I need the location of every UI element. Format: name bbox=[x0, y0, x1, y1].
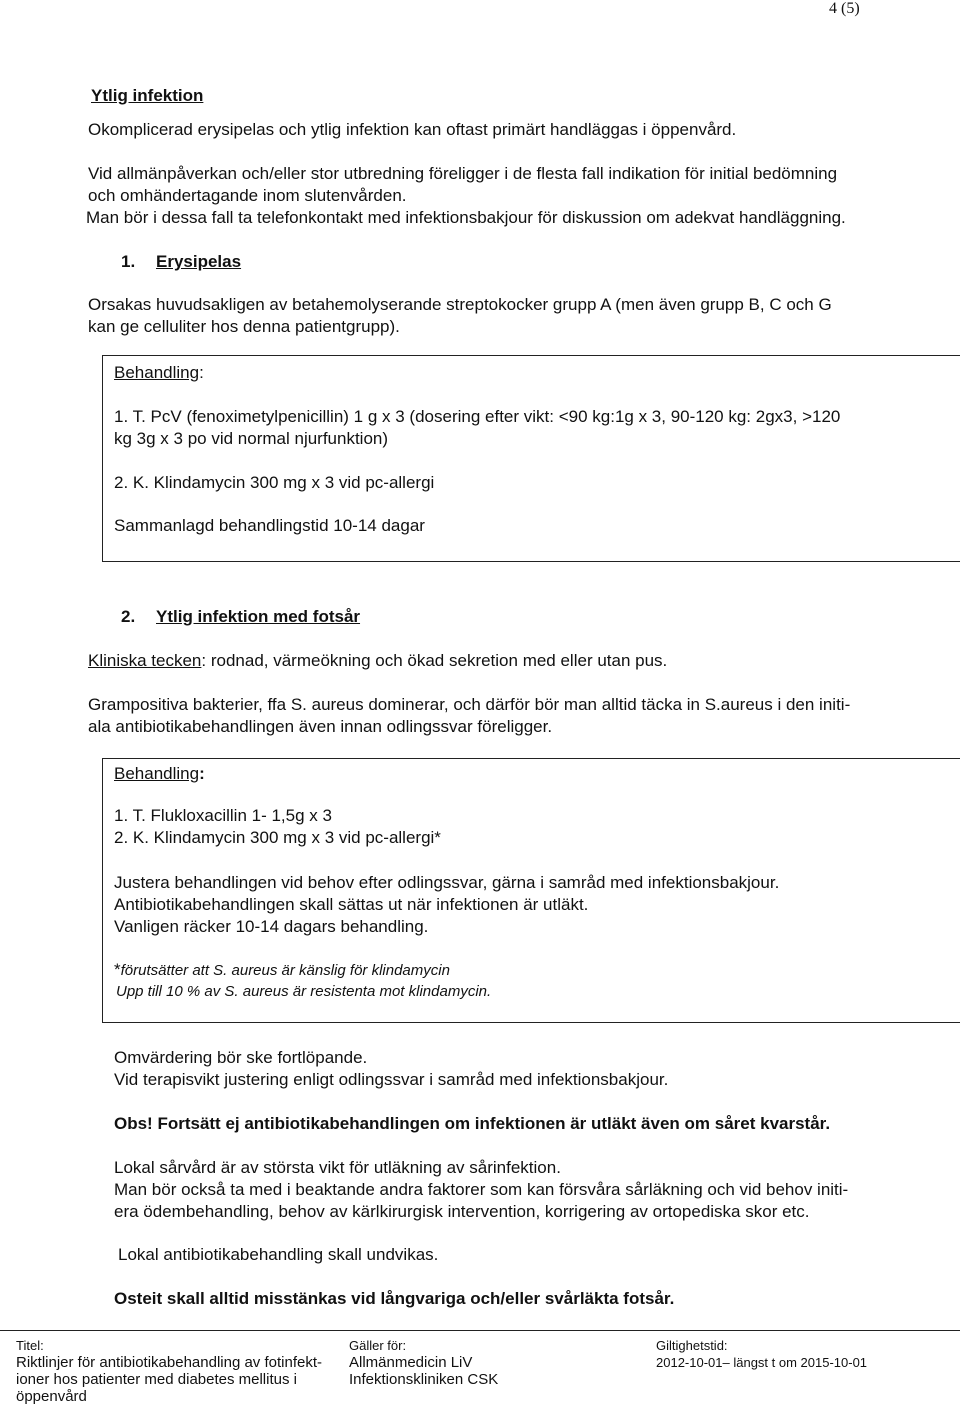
footer-validity-block bbox=[656, 1337, 867, 1371]
erysipelas-duration: Sammanlagd behandlingstid 10-14 dagar bbox=[114, 516, 425, 535]
footer-validity-value: 2012-10-01– längst t om 2015-10-01 bbox=[656, 1355, 868, 1370]
erysipelas-item-1-line-2: kg 3g x 3 po vid normal njurfunktion) bbox=[114, 429, 389, 448]
erysipelas-item-1-line-1: 1. T. PcV (fenoximetylpenicillin) 1 g x 3 (dosering efter vikt: <90 kg:1g x 3, 90-120 kg: 2gx3, >120 bbox=[114, 407, 841, 426]
clinical-signs bbox=[88, 651, 667, 671]
intro-paragraph-1: Okomplicerad erysipelas och ytlig infektion kan oftast primärt handläggas i öppenvård. bbox=[88, 120, 737, 139]
wound-care-line-3: era ödembehandling, behov av kärlkirurgisk intervention, korrigering av ortopediska skor etc. bbox=[114, 1202, 810, 1221]
treatment-label-foot-ulcer bbox=[114, 764, 205, 784]
footer-validity-label: Giltighetstid: bbox=[656, 1338, 728, 1353]
wound-care-line-2: Man bör också ta med i beaktande andra faktorer som kan försvåra sårläkning och vid behov initi- bbox=[114, 1180, 849, 1199]
treatment-label-colon: : bbox=[199, 363, 204, 382]
footer-title-line-1: Riktlinjer för antibiotikabehandling av fotinfekt- bbox=[16, 1354, 322, 1371]
footer-title-line-2: ioner hos patienter med diabetes mellitus i bbox=[16, 1371, 297, 1388]
foot-ulcer-item-2: 2. K. Klindamycin 300 mg x 3 vid pc-allergi* bbox=[114, 828, 441, 847]
footer-applies-label: Gäller för: bbox=[349, 1338, 407, 1353]
foot-ulcer-item-1: 1. T. Flukloxacillin 1- 1,5g x 3 bbox=[114, 806, 332, 825]
footnote-line-2: Upp till 10 % av S. aureus är resistenta mot klindamycin. bbox=[116, 983, 492, 1000]
osteitis-warning: Osteit skall alltid misstänkas vid långvariga och/eller svårläkta fotsår. bbox=[114, 1289, 675, 1308]
section-2-number: 2. bbox=[121, 607, 136, 626]
erysipelas-item-2: 2. K. Klindamycin 300 mg x 3 vid pc-allergi bbox=[114, 473, 435, 492]
intro-paragraph-2-line-3: Man bör i dessa fall ta telefonkontakt med infektionsbakjour för diskussion om adekvat handläggning. bbox=[86, 208, 846, 227]
footnote-text-1: förutsätter att S. aureus är känslig för klindamycin bbox=[120, 962, 450, 979]
adjust-line-2: Antibiotikabehandlingen skall sättas ut när infektionen är utläkt. bbox=[114, 895, 589, 914]
reassess-line-1: Omvärdering bör ske fortlöpande. bbox=[114, 1048, 368, 1067]
adjust-line-3: Vanligen räcker 10-14 dagars behandling. bbox=[114, 917, 429, 936]
section-1-paragraph-line-1: Orsakas huvudsakligen av betahemolyserande streptokocker grupp A (men även grupp B, C och G bbox=[88, 295, 832, 314]
intro-paragraph-2-line-2: och omhändertagande inom slutenvården. bbox=[88, 186, 407, 205]
footer-title-block bbox=[16, 1337, 322, 1405]
wound-care-line-1: Lokal sårvård är av största vikt för utläkning av sårinfektion. bbox=[114, 1158, 561, 1177]
treatment-label-text: Behandling bbox=[114, 363, 200, 382]
section-heading-ytlig-infektion: Ytlig infektion bbox=[91, 86, 204, 105]
bacteria-paragraph-line-2: ala antibiotikabehandlingen även innan odlingssvar föreligger. bbox=[88, 717, 553, 736]
adjust-line-1: Justera behandlingen vid behov efter odlingssvar, gärna i samråd med infektionsbakjour. bbox=[114, 873, 780, 892]
reassess-line-2: Vid terapisvikt justering enligt odlingssvar i samråd med infektionsbakjour. bbox=[114, 1070, 669, 1089]
clinical-signs-text: : rodnad, värmeökning och ökad sekretion med eller utan pus. bbox=[201, 651, 668, 670]
treatment-label-colon: : bbox=[199, 764, 205, 783]
footer-applies-line-1: Allmänmedicin LiV bbox=[349, 1354, 473, 1371]
section-2-heading: Ytlig infektion med fotsår bbox=[156, 607, 361, 626]
section-1-paragraph-line-2: kan ge celluliter hos denna patientgrupp). bbox=[88, 317, 400, 336]
treatment-label-erysipelas bbox=[114, 363, 204, 383]
bacteria-paragraph-line-1: Grampositiva bakterier, ffa S. aureus dominerar, och därför bör man alltid täcka in S.aureus i den initi- bbox=[88, 695, 851, 714]
footer-applies-line-2: Infektionskliniken CSK bbox=[349, 1371, 499, 1388]
local-antibiotics-note: Lokal antibiotikabehandling skall undvikas. bbox=[118, 1245, 439, 1264]
intro-paragraph-2-line-1: Vid allmänpåverkan och/eller stor utbredning föreligger i de flesta fall indikation för initial bedömning bbox=[88, 164, 838, 183]
footer-title-label: Titel: bbox=[16, 1338, 44, 1353]
footnote-line-1 bbox=[114, 960, 450, 980]
page-number: 4 (5) bbox=[829, 0, 860, 17]
footer-divider bbox=[0, 1330, 960, 1331]
clinical-signs-label: Kliniska tecken bbox=[88, 651, 202, 670]
obs-warning: Obs! Fortsätt ej antibiotikabehandlingen om infektionen är utläkt även om såret kvarstår. bbox=[114, 1114, 831, 1133]
treatment-label-text: Behandling bbox=[114, 764, 200, 783]
footnote-star: * bbox=[114, 960, 121, 979]
footer-title-line-3: öppenvård bbox=[16, 1388, 87, 1405]
section-1-number: 1. bbox=[121, 252, 136, 271]
section-1-heading: Erysipelas bbox=[156, 252, 242, 271]
footer-applies-block bbox=[349, 1337, 498, 1388]
